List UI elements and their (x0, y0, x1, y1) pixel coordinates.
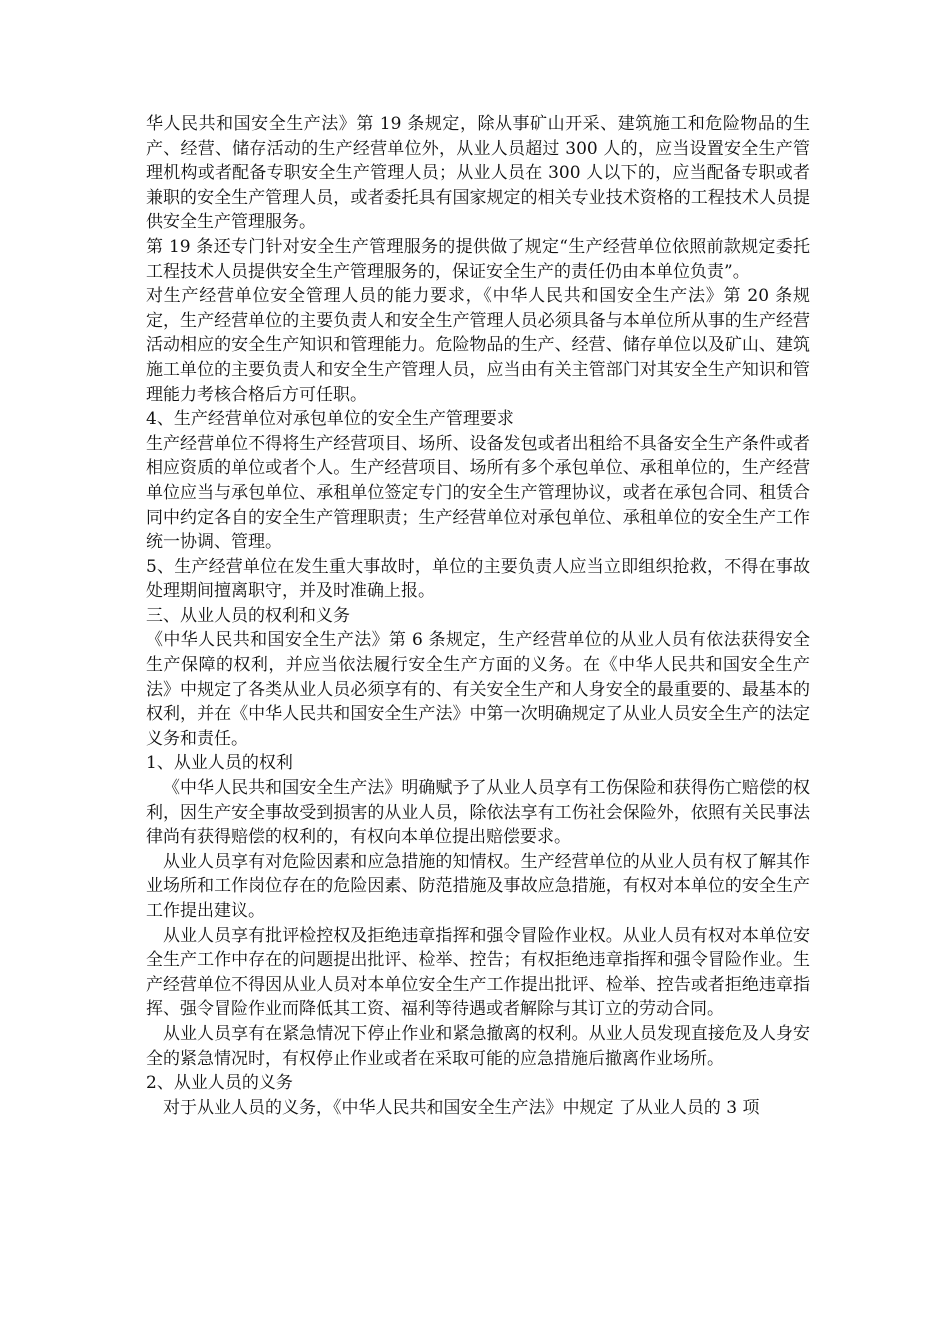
heading-contractor-management: 4、生产经营单位对承包单位的安全生产管理要求 (146, 409, 514, 430)
paragraph-right-to-know: 从业人员享有对危险因素和应急措施的知情权。生产经营单位的从业人员有权了解其作业场所和工作岗位存在的危险因素、防范措施及事故应急措施，有权对本单位的安全生产工作提出建议。 (146, 851, 810, 921)
heading-worker-rights-duties: 三、从业人员的权利和义务 (146, 605, 350, 626)
paragraph-duties-intro: 对于从业人员的义务，《中华人民共和国安全生产法》中规定 了从业人员的 3 项 (163, 1097, 760, 1118)
paragraph-emergency-evacuation: 从业人员享有在紧急情况下停止作业和紧急撤离的权利。从业人员发现直接危及人身安全的紧急情况时，有权停止作业或者在采取可能的应急措施后撤离作业场所。 (146, 1023, 810, 1069)
heading-worker-rights: 1、从业人员的权利 (146, 753, 293, 774)
paragraph-contractor-rules: 生产经营单位不得将生产经营项目、场所、设备发包或者出租给不具备安全生产条件或者相应资质的单位或者个人。生产经营项目、场所有多个承包单位、承租单位的，生产经营单位应当与承包单位、承租单位签定专门的安全生产管理协议，或者在承包合同、租赁合同中约定各自的安全生产管理职责；生产经营单位对承包单位、承租单位的安全生产工作统一协调、管理。 (146, 433, 810, 553)
document-body (146, 112, 810, 1120)
paragraph-staffing-rules: 华人民共和国安全生产法》第 19 条规定，除从事矿山开采、建筑施工和危险物品的生产、经营、储存活动的生产经营单位外，从业人员超过 300 人的，应当设置安全生产管理机构或者配备专职安全生产管理人员；从业人员在 300 人以下的，应当配备专职或者兼职的安全生产管理人员，或者委托具有国家规定的相关专业技术资格的工程技术人员提供安全生产管理服务。 (146, 114, 810, 233)
paragraph-major-accident: 5、生产经营单位在发生重大事故时，单位的主要负责人应当立即组织抢救，不得在事故处理期间擅离职守，并及时准确上报。 (146, 556, 810, 602)
heading-worker-duties: 2、从业人员的义务 (146, 1073, 293, 1094)
paragraph-article-20-competence: 对生产经营单位安全管理人员的能力要求，《中华人民共和国安全生产法》第 20 条规定，生产经营单位的主要负责人和安全生产管理人员必须具备与本单位所从事的生产经营活动相应的安全生产知识和管理能力。危险物品的生产、经营、储存单位以及矿山、建筑施工单位的主要负责人和安全生产管理人员，应当由有关主管部门对其安全生产知识和管理能力考核合格后方可任职。 (146, 286, 810, 405)
paragraph-article-19-service: 第 19 条还专门针对安全生产管理服务的提供做了规定“生产经营单位依照前款规定委托工程技术人员提供安全生产管理服务的，保证安全生产的责任仍由本单位负责”。 (146, 236, 810, 282)
paragraph-article-6: 《中华人民共和国安全生产法》第 6 条规定，生产经营单位的从业人员有依法获得安全生产保障的权利，并应当依法履行安全生产方面的义务。在《中华人民共和国安全生产法》中规定了各类从业人员必须享有的、有关安全生产和人身安全的最重要的、最基本的权利，并在《中华人民共和国安全生产法》中第一次明确规定了从业人员安全生产的法定义务和责任。 (146, 630, 810, 749)
paragraph-right-to-refuse: 从业人员享有批评检控权及拒绝违章指挥和强令冒险作业权。从业人员有权对本单位安全生产工作中存在的问题提出批评、检举、控告；有权拒绝违章指挥和强令冒险作业。生产经营单位不得因从业人员对本单位安全生产工作提出批评、检举、控告或者拒绝违章指挥、强令冒险作业而降低其工资、福利等待遇或者解除与其订立的劳动合同。 (146, 925, 810, 1020)
paragraph-injury-compensation: 《中华人民共和国安全生产法》明确赋予了从业人员享有工伤保险和获得伤亡赔偿的权利，因生产安全事故受到损害的从业人员，除依法享有工伤社会保险外，依照有关民事法律尚有获得赔偿的权利的，有权向本单位提出赔偿要求。 (146, 778, 810, 848)
